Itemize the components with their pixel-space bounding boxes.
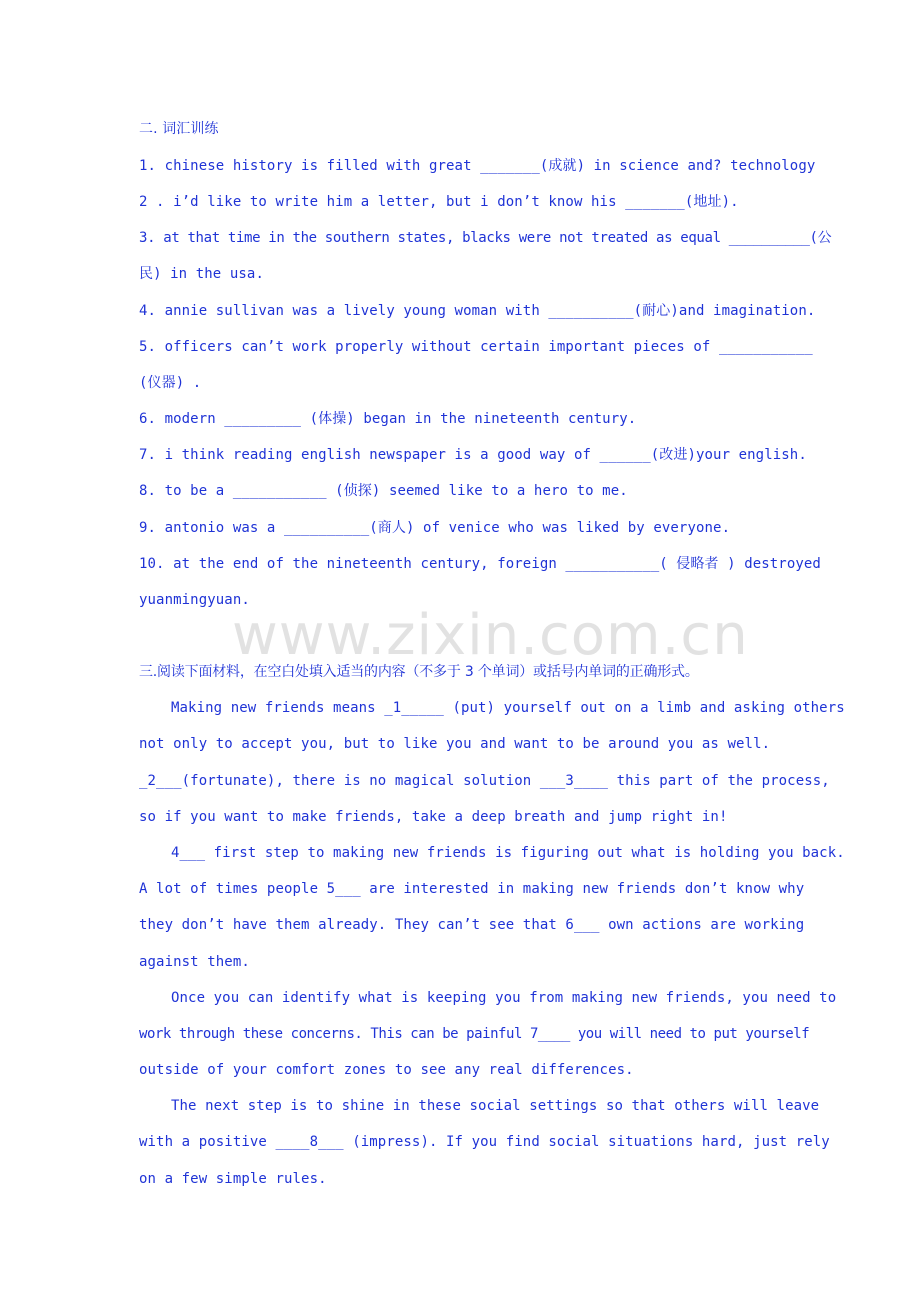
vocab-item-6: 6. modern _________ (体操) began in the nineteenth century. bbox=[139, 411, 637, 427]
vocab-item-3-continued: 民) in the usa. bbox=[139, 266, 264, 282]
passage-line-5: 4___ first step to making new friends is figuring out what is holding you back. bbox=[171, 845, 845, 861]
vocab-item-3: 3. at that time in the southern states, blacks were not treated as equal __________(公 bbox=[139, 230, 832, 246]
watermark: www.zixin.com.cn bbox=[232, 603, 749, 668]
passage-line-11: outside of your comfort zones to see any real differences. bbox=[139, 1062, 634, 1078]
passage-line-2: not only to accept you, but to like you and want to be around you as well. bbox=[139, 736, 771, 752]
vocab-item-10-continued: yuanmingyuan. bbox=[139, 592, 250, 608]
passage-line-1: Making new friends means _1_____ (put) yourself out on a limb and asking others bbox=[171, 700, 845, 716]
vocab-item-2: 2 . i’d like to write him a letter, but i don’t know his _______(地址). bbox=[139, 194, 739, 210]
passage-line-10: work through these concerns. This can be painful 7____ you will need to put yourself bbox=[139, 1026, 810, 1042]
vocab-item-5: 5. officers can’t work properly without certain important pieces of ___________ bbox=[139, 339, 813, 355]
vocab-item-1: 1. chinese history is filled with great _______(成就) in science and? technology bbox=[139, 158, 816, 174]
vocab-item-5-continued: (仪器) . bbox=[139, 375, 202, 391]
vocab-item-10: 10. at the end of the nineteenth century, foreign ___________( 侵略者 ) destroyed bbox=[139, 556, 821, 572]
vocab-item-7: 7. i think reading english newspaper is a good way of ______(改进)your english. bbox=[139, 447, 807, 463]
section-3-title: 三.阅读下面材料，在空白处填入适当的内容（不多于 3 个单词）或括号内单词的正确形式。 bbox=[139, 664, 699, 680]
passage-line-6: A lot of times people 5___ are interested in making new friends don’t know why bbox=[139, 881, 805, 897]
vocab-item-9: 9. antonio was a __________(商人) of venice who was liked by everyone. bbox=[139, 520, 731, 536]
section-2-title: 二. 词汇训练 bbox=[139, 121, 219, 137]
passage-line-12: The next step is to shine in these social settings so that others will leave bbox=[171, 1098, 820, 1114]
passage-line-9: Once you can identify what is keeping you from making new friends, you need to bbox=[171, 990, 837, 1006]
vocab-item-4: 4. annie sullivan was a lively young woman with __________(耐心)and imagination. bbox=[139, 303, 816, 319]
passage-line-7: they don’t have them already. They can’t see that 6___ own actions are working bbox=[139, 917, 805, 933]
passage-line-8: against them. bbox=[139, 954, 250, 970]
passage-line-14: on a few simple rules. bbox=[139, 1171, 327, 1187]
passage-line-4: so if you want to make friends, take a deep breath and jump right in! bbox=[139, 809, 728, 825]
vocab-item-8: 8. to be a ___________ (侦探) seemed like to a hero to me. bbox=[139, 483, 628, 499]
passage-line-3: _2___(fortunate), there is no magical solution ___3____ this part of the process, bbox=[139, 773, 830, 789]
passage-line-13: with a positive ____8___ (impress). If you find social situations hard, just rely bbox=[139, 1134, 830, 1150]
